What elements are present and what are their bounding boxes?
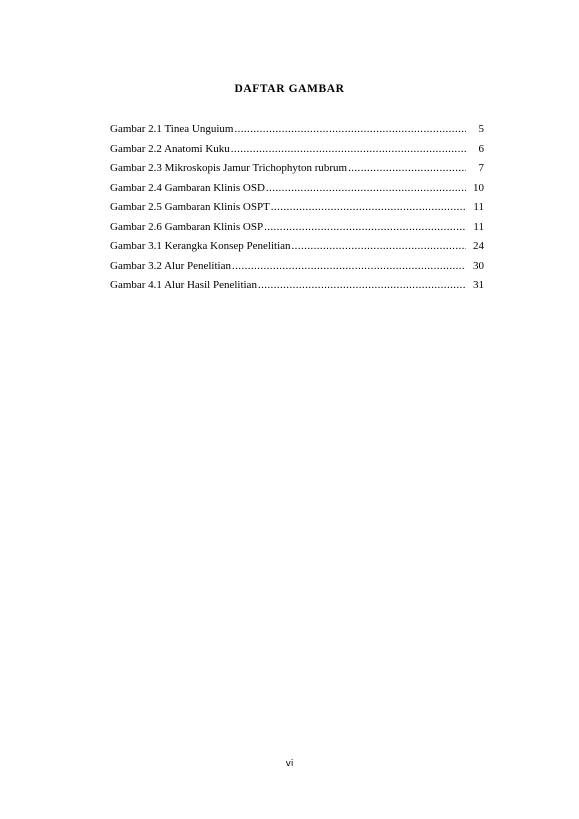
figure-list-item	[110, 181, 484, 201]
figure-page-number: 7	[478, 162, 484, 174]
figure-label: Gambar 2.2 Anatomi Kuku	[110, 142, 230, 155]
figure-page-number: 5	[478, 123, 484, 135]
figure-list-item	[110, 142, 484, 162]
dot-leader	[266, 181, 466, 195]
figure-page-number: 24	[473, 240, 484, 252]
figure-list-item	[110, 239, 484, 259]
dot-leader	[232, 259, 466, 273]
figure-page-number: 30	[473, 259, 484, 272]
figure-page-number: 11	[473, 201, 484, 213]
figure-list-item	[110, 122, 484, 142]
figure-page-number: 11	[473, 220, 484, 233]
dot-leader	[292, 239, 466, 253]
figure-label: Gambar 2.4 Gambaran Klinis OSD	[110, 181, 265, 194]
page-title: DAFTAR GAMBAR	[234, 83, 345, 95]
figure-label: Gambar 2.3 Mikroskopis Jamur Trichophyton rubrum	[110, 162, 348, 174]
dot-leader	[271, 200, 466, 214]
page-number: vi	[285, 759, 294, 769]
figure-label: Gambar 3.2 Alur Penelitian	[110, 259, 231, 272]
figure-list-item	[110, 200, 484, 220]
figure-page-number: 31	[473, 279, 484, 291]
dot-leader	[264, 220, 466, 234]
dot-leader	[234, 122, 466, 136]
figure-label: Gambar 2.6 Gambaran Klinis OSP	[110, 220, 264, 233]
figure-list-item	[110, 161, 484, 181]
figure-list	[110, 122, 484, 298]
dot-leader	[258, 278, 466, 292]
figure-list-item	[110, 259, 484, 279]
figure-page-number: 10	[473, 181, 484, 194]
figure-label: Gambar 4.1 Alur Hasil Penelitian	[110, 279, 257, 291]
figure-list-item	[110, 220, 484, 240]
figure-label: Gambar 3.1 Kerangka Konsep Penelitian	[110, 240, 291, 252]
dot-leader	[231, 142, 466, 156]
dot-leader	[348, 161, 466, 175]
figure-page-number: 6	[478, 142, 484, 155]
figure-label: Gambar 2.5 Gambaran Klinis OSPT	[110, 201, 270, 213]
figure-list-item	[110, 278, 484, 298]
figure-label: Gambar 2.1 Tinea Unguium	[110, 123, 234, 135]
